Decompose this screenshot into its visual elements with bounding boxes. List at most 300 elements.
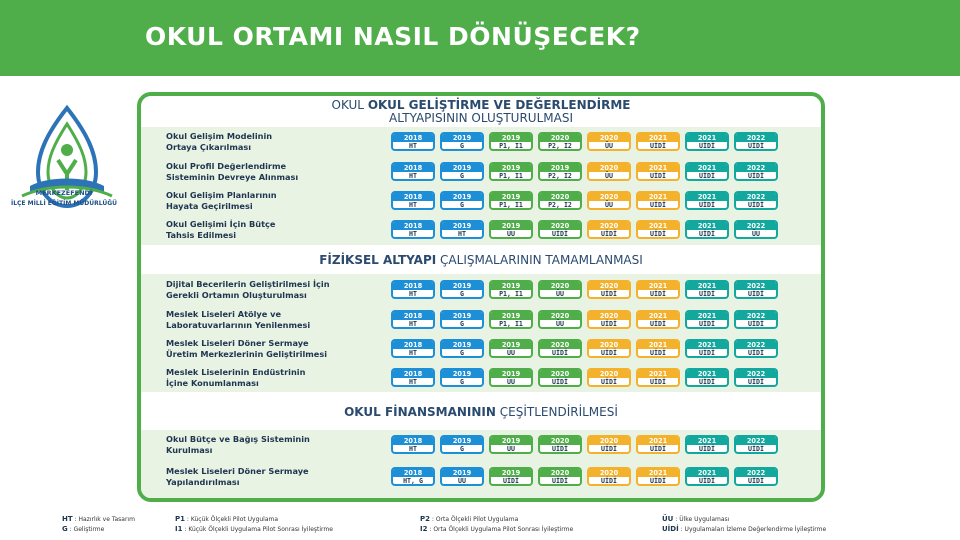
badge-year: 2021 bbox=[687, 469, 727, 477]
phase-badge bbox=[685, 162, 729, 181]
badge-year: 2021 bbox=[638, 341, 678, 349]
badge-year: 2019 bbox=[442, 370, 482, 378]
section-title: FİZİKSEL ALTYAPI ÇALIŞMALARININ TAMAMLANMASI bbox=[319, 253, 643, 267]
phase-badge bbox=[587, 467, 631, 486]
roadmap-card bbox=[137, 92, 825, 502]
phase-badge bbox=[587, 368, 631, 387]
phase-badge bbox=[587, 280, 631, 299]
row-label-line: Meslek Liseleri Döner Sermaye bbox=[166, 466, 309, 476]
row-label bbox=[166, 309, 381, 331]
legend-code: UİDİ bbox=[662, 525, 679, 533]
phase-badge bbox=[391, 310, 435, 329]
badge-year: 2020 bbox=[589, 437, 629, 445]
phase-badge bbox=[587, 132, 631, 151]
badge-year: 2022 bbox=[736, 282, 776, 290]
badge-year: 2019 bbox=[442, 341, 482, 349]
badge-year: 2019 bbox=[442, 193, 482, 201]
badge-code: UİDİ bbox=[699, 142, 715, 150]
badge-code: UİDİ bbox=[699, 445, 715, 453]
badge-year: 2018 bbox=[393, 312, 433, 320]
badge-year: 2019 bbox=[491, 312, 531, 320]
badge-code: UİDİ bbox=[601, 477, 617, 485]
phase-badge bbox=[391, 435, 435, 454]
badge-year: 2020 bbox=[589, 282, 629, 290]
badge-code: UİDİ bbox=[748, 445, 764, 453]
row-label bbox=[166, 190, 381, 212]
phase-badge bbox=[489, 467, 533, 486]
phase-badge bbox=[440, 435, 484, 454]
badge-year: 2020 bbox=[540, 370, 580, 378]
badge-year: 2018 bbox=[393, 134, 433, 142]
row-label bbox=[166, 466, 381, 488]
badge-year: 2018 bbox=[393, 370, 433, 378]
phase-badge bbox=[391, 280, 435, 299]
badge-year: 2018 bbox=[393, 437, 433, 445]
badge-year: 2020 bbox=[589, 341, 629, 349]
badge-code: UİDİ bbox=[699, 201, 715, 209]
badge-year: 2018 bbox=[393, 469, 433, 477]
badge-year: 2019 bbox=[442, 437, 482, 445]
phase-badge bbox=[636, 368, 680, 387]
badge-code: HT bbox=[458, 230, 466, 238]
legend-code: P2 bbox=[420, 515, 431, 523]
row-label-line: İçine Konumlanması bbox=[166, 378, 259, 388]
badge-code: G bbox=[460, 290, 464, 298]
badge-code: ÜU bbox=[507, 445, 515, 453]
badge-code: ÜU bbox=[605, 201, 613, 209]
phase-badge bbox=[440, 220, 484, 239]
row-label bbox=[166, 279, 381, 301]
badge-code: HT bbox=[409, 290, 417, 298]
badge-year: 2018 bbox=[393, 282, 433, 290]
badge-year: 2022 bbox=[736, 312, 776, 320]
badge-code: UİDİ bbox=[601, 230, 617, 238]
legend-text: : Ülke Uygulaması bbox=[673, 516, 730, 523]
badge-year: 2022 bbox=[736, 164, 776, 172]
badge-code: G bbox=[460, 142, 464, 150]
phase-badge bbox=[685, 368, 729, 387]
badge-year: 2019 bbox=[442, 469, 482, 477]
phase-badge bbox=[685, 467, 729, 486]
badge-year: 2019 bbox=[491, 437, 531, 445]
badge-code: P1, I1 bbox=[499, 320, 523, 328]
phase-badge bbox=[734, 435, 778, 454]
phase-badge bbox=[685, 435, 729, 454]
badge-year: 2019 bbox=[442, 134, 482, 142]
phase-badge bbox=[391, 191, 435, 210]
badge-code: G bbox=[460, 201, 464, 209]
row-label bbox=[166, 161, 381, 183]
badge-year: 2021 bbox=[638, 469, 678, 477]
badge-code: UİDİ bbox=[748, 142, 764, 150]
badge-code: UİDİ bbox=[748, 172, 764, 180]
phase-badge bbox=[440, 339, 484, 358]
badge-year: 2020 bbox=[540, 134, 580, 142]
badge-code: P2, I2 bbox=[548, 142, 572, 150]
phase-badge bbox=[440, 191, 484, 210]
badge-year: 2022 bbox=[736, 222, 776, 230]
phase-badge bbox=[440, 132, 484, 151]
badge-code: HT bbox=[409, 378, 417, 386]
badge-year: 2019 bbox=[491, 164, 531, 172]
phase-badge bbox=[489, 368, 533, 387]
badge-code: UİDİ bbox=[650, 378, 666, 386]
badge-code: UİDİ bbox=[503, 477, 519, 485]
phase-badge bbox=[685, 220, 729, 239]
badge-code: G bbox=[460, 378, 464, 386]
badge-year: 2022 bbox=[736, 134, 776, 142]
badge-code: G bbox=[460, 320, 464, 328]
badge-year: 2019 bbox=[540, 164, 580, 172]
phase-badge bbox=[587, 191, 631, 210]
badge-year: 2019 bbox=[442, 222, 482, 230]
badge-code: ÜU bbox=[507, 349, 515, 357]
badge-year: 2021 bbox=[687, 312, 727, 320]
phase-badge bbox=[734, 191, 778, 210]
phase-badge bbox=[685, 132, 729, 151]
badge-code: UİDİ bbox=[748, 349, 764, 357]
phase-badge bbox=[685, 310, 729, 329]
phase-badge bbox=[489, 220, 533, 239]
phase-badge bbox=[391, 368, 435, 387]
phase-badge bbox=[538, 280, 582, 299]
row-label-line: Meslek Liselerinin Endüstrinin bbox=[166, 367, 306, 377]
phase-badge bbox=[538, 132, 582, 151]
phase-badge bbox=[587, 162, 631, 181]
legend-item bbox=[175, 525, 333, 533]
phase-badge bbox=[685, 280, 729, 299]
legend-item bbox=[420, 525, 573, 533]
phase-badge bbox=[489, 162, 533, 181]
badge-code: HT bbox=[409, 349, 417, 357]
row-label bbox=[166, 367, 381, 389]
badge-code: UİDİ bbox=[552, 349, 568, 357]
badge-year: 2021 bbox=[638, 164, 678, 172]
badge-year: 2021 bbox=[687, 164, 727, 172]
badge-code: UİDİ bbox=[699, 349, 715, 357]
phase-badge bbox=[440, 368, 484, 387]
badge-code: UİDİ bbox=[650, 172, 666, 180]
legend-text: : Geliştirme bbox=[67, 526, 105, 533]
badge-code: UİDİ bbox=[650, 349, 666, 357]
row-label-line: Yapılandırılması bbox=[166, 477, 240, 487]
phase-badge bbox=[636, 339, 680, 358]
phase-badge bbox=[636, 435, 680, 454]
badge-code: UİDİ bbox=[699, 290, 715, 298]
phase-badge bbox=[734, 220, 778, 239]
badge-code: UİDİ bbox=[601, 290, 617, 298]
badge-year: 2019 bbox=[491, 341, 531, 349]
badge-code: P2, I2 bbox=[548, 172, 572, 180]
phase-badge bbox=[636, 220, 680, 239]
phase-badge bbox=[587, 310, 631, 329]
badge-code: UİDİ bbox=[748, 477, 764, 485]
badge-year: 2020 bbox=[540, 469, 580, 477]
phase-badge bbox=[587, 339, 631, 358]
phase-badge bbox=[538, 368, 582, 387]
legend-text: : Hazırlık ve Tasarım bbox=[72, 516, 135, 523]
badge-code: P1, I1 bbox=[499, 201, 523, 209]
phase-badge bbox=[440, 280, 484, 299]
badge-year: 2022 bbox=[736, 341, 776, 349]
badge-code: UİDİ bbox=[650, 201, 666, 209]
phase-badge bbox=[489, 132, 533, 151]
badge-code: UİDİ bbox=[748, 201, 764, 209]
section-title: OKUL OKUL GELİŞTİRME VE DEĞERLENDİRME bbox=[331, 98, 631, 112]
badge-code: P2, I2 bbox=[548, 201, 572, 209]
badge-year: 2020 bbox=[540, 341, 580, 349]
phase-badge bbox=[489, 310, 533, 329]
badge-year: 2018 bbox=[393, 164, 433, 172]
phase-badge bbox=[587, 220, 631, 239]
badge-code: P1, I1 bbox=[499, 142, 523, 150]
logo-text-line1: MERKEZEFENDİ bbox=[35, 189, 93, 197]
phase-badge bbox=[734, 339, 778, 358]
badge-year: 2021 bbox=[687, 193, 727, 201]
phase-badge bbox=[734, 368, 778, 387]
badge-year: 2018 bbox=[393, 341, 433, 349]
row-label-line: Laboratuvarlarının Yenilenmesi bbox=[166, 320, 311, 330]
phase-badge bbox=[489, 435, 533, 454]
badge-year: 2021 bbox=[687, 370, 727, 378]
badge-code: UİDİ bbox=[699, 320, 715, 328]
badge-code: UİDİ bbox=[650, 445, 666, 453]
legend-text: : Orta Ölçekli Uygulama Pilot Sonrası İyileştirme bbox=[427, 526, 574, 533]
phase-badge bbox=[489, 191, 533, 210]
legend-code: P1 bbox=[175, 515, 186, 523]
legend-code: ÜU bbox=[662, 515, 674, 523]
row-label-line: Gerekli Ortamın Oluşturulması bbox=[166, 290, 307, 300]
badge-code: ÜU bbox=[458, 477, 466, 485]
badge-year: 2020 bbox=[589, 370, 629, 378]
legend-code: G bbox=[62, 525, 68, 533]
phase-badge bbox=[636, 467, 680, 486]
badge-code: P1, I1 bbox=[499, 172, 523, 180]
badge-code: HT, G bbox=[403, 477, 423, 485]
badge-year: 2019 bbox=[442, 312, 482, 320]
badge-year: 2020 bbox=[589, 164, 629, 172]
phase-badge bbox=[440, 467, 484, 486]
badge-code: UİDİ bbox=[748, 290, 764, 298]
phase-badge bbox=[538, 467, 582, 486]
phase-badge bbox=[538, 339, 582, 358]
section-title: OKUL FİNANSMANININ ÇEŞİTLENDİRİLMESİ bbox=[344, 405, 618, 419]
badge-code: UİDİ bbox=[552, 230, 568, 238]
badge-year: 2021 bbox=[687, 282, 727, 290]
badge-code: UİDİ bbox=[601, 349, 617, 357]
legend-code: HT bbox=[62, 515, 73, 523]
badge-year: 2021 bbox=[687, 134, 727, 142]
row-label-line: Kurulması bbox=[166, 445, 213, 455]
badge-code: ÜU bbox=[605, 142, 613, 150]
row-label-line: Okul Bütçe ve Bağış Sisteminin bbox=[166, 434, 310, 444]
badge-code: G bbox=[460, 172, 464, 180]
row-label bbox=[166, 434, 381, 456]
phase-badge bbox=[391, 162, 435, 181]
badge-code: HT bbox=[409, 445, 417, 453]
row-label-line: Meslek Liseleri Atölye ve bbox=[166, 309, 282, 319]
badge-code: HT bbox=[409, 320, 417, 328]
badge-year: 2021 bbox=[638, 282, 678, 290]
badge-year: 2020 bbox=[540, 312, 580, 320]
badge-code: UİDİ bbox=[699, 230, 715, 238]
badge-code: HT bbox=[409, 230, 417, 238]
badge-code: UİDİ bbox=[748, 320, 764, 328]
badge-year: 2020 bbox=[589, 469, 629, 477]
legend-item bbox=[62, 515, 135, 523]
badge-code: UİDİ bbox=[650, 230, 666, 238]
badge-year: 2021 bbox=[687, 341, 727, 349]
badge-year: 2021 bbox=[687, 222, 727, 230]
row-label-line: Okul Gelişimi İçin Bütçe bbox=[166, 219, 276, 229]
badge-code: HT bbox=[409, 172, 417, 180]
legend-item bbox=[175, 515, 278, 523]
badge-code: HT bbox=[409, 142, 417, 150]
row-label-line: Okul Gelişim Modelinin bbox=[166, 131, 273, 141]
phase-badge bbox=[440, 310, 484, 329]
phase-badge bbox=[489, 280, 533, 299]
phase-badge bbox=[734, 467, 778, 486]
badge-year: 2019 bbox=[442, 282, 482, 290]
row-label-line: Sisteminin Devreye Alınması bbox=[166, 172, 299, 182]
badge-code: ÜU bbox=[605, 172, 613, 180]
phase-badge bbox=[734, 132, 778, 151]
badge-year: 2020 bbox=[540, 282, 580, 290]
phase-badge bbox=[734, 280, 778, 299]
phase-badge bbox=[538, 220, 582, 239]
phase-badge bbox=[636, 132, 680, 151]
badge-year: 2021 bbox=[638, 312, 678, 320]
badge-code: UİDİ bbox=[650, 477, 666, 485]
phase-badge bbox=[538, 191, 582, 210]
phase-badge bbox=[391, 220, 435, 239]
badge-code: UİDİ bbox=[552, 477, 568, 485]
badge-year: 2022 bbox=[736, 469, 776, 477]
badge-year: 2019 bbox=[491, 282, 531, 290]
legend-item bbox=[62, 525, 104, 533]
phase-badge bbox=[685, 191, 729, 210]
phase-badge bbox=[538, 310, 582, 329]
badge-year: 2020 bbox=[589, 312, 629, 320]
badge-code: P1, I1 bbox=[499, 290, 523, 298]
badge-code: UİDİ bbox=[650, 320, 666, 328]
badge-code: UİDİ bbox=[699, 378, 715, 386]
badge-code: UİDİ bbox=[601, 378, 617, 386]
row-label-line: Ortaya Çıkarılması bbox=[166, 142, 252, 152]
badge-year: 2021 bbox=[687, 437, 727, 445]
badge-code: ÜU bbox=[507, 378, 515, 386]
legend-code: I1 bbox=[175, 525, 183, 533]
section-subtitle: ALTYAPISININ OLUŞTURULMASI bbox=[389, 111, 573, 125]
badge-year: 2018 bbox=[393, 222, 433, 230]
badge-code: UİDİ bbox=[699, 477, 715, 485]
badge-code: G bbox=[460, 445, 464, 453]
badge-code: UİDİ bbox=[699, 172, 715, 180]
badge-year: 2021 bbox=[638, 193, 678, 201]
badge-code: UİDİ bbox=[748, 378, 764, 386]
badge-code: ÜU bbox=[556, 320, 564, 328]
phase-badge bbox=[538, 435, 582, 454]
badge-year: 2018 bbox=[393, 193, 433, 201]
legend-text: : Uygulamaları İzleme Değerlendirme İyileştirme bbox=[678, 526, 827, 533]
badge-year: 2021 bbox=[638, 222, 678, 230]
legend-item bbox=[662, 515, 729, 523]
phase-badge bbox=[636, 191, 680, 210]
badge-code: ÜU bbox=[507, 230, 515, 238]
badge-year: 2019 bbox=[491, 193, 531, 201]
badge-code: UİDİ bbox=[650, 290, 666, 298]
badge-year: 2022 bbox=[736, 370, 776, 378]
phase-badge bbox=[636, 162, 680, 181]
badge-year: 2020 bbox=[540, 193, 580, 201]
row-label-line: Hayata Geçirilmesi bbox=[166, 201, 253, 211]
row-label-line: Dijital Becerilerin Geliştirilmesi İçin bbox=[166, 279, 330, 289]
row-label bbox=[166, 131, 381, 153]
badge-code: UİDİ bbox=[552, 378, 568, 386]
legend-code: I2 bbox=[420, 525, 428, 533]
row-label-line: Üretim Merkezlerinin Geliştirilmesi bbox=[166, 349, 328, 359]
badge-code: HT bbox=[409, 201, 417, 209]
badge-year: 2021 bbox=[638, 370, 678, 378]
legend-text: : Orta Ölçekli Pilot Uygulama bbox=[430, 516, 519, 523]
phase-badge bbox=[636, 310, 680, 329]
row-label-line: Okul Profil Değerlendirme bbox=[166, 161, 287, 171]
row-label-line: Okul Gelişim Planlarının bbox=[166, 190, 277, 200]
phase-badge bbox=[685, 339, 729, 358]
legend-item bbox=[662, 525, 826, 533]
badge-year: 2019 bbox=[491, 370, 531, 378]
badge-year: 2022 bbox=[736, 437, 776, 445]
badge-code: UİDİ bbox=[601, 445, 617, 453]
badge-year: 2020 bbox=[589, 222, 629, 230]
badge-year: 2021 bbox=[638, 134, 678, 142]
phase-badge bbox=[440, 162, 484, 181]
phase-badge bbox=[734, 310, 778, 329]
row-label-line: Meslek Liseleri Döner Sermaye bbox=[166, 338, 309, 348]
badge-year: 2019 bbox=[491, 222, 531, 230]
badge-year: 2021 bbox=[638, 437, 678, 445]
badge-year: 2019 bbox=[491, 469, 531, 477]
badge-year: 2020 bbox=[540, 437, 580, 445]
phase-badge bbox=[587, 435, 631, 454]
badge-code: UİDİ bbox=[650, 142, 666, 150]
badge-code: UİDİ bbox=[552, 445, 568, 453]
badge-year: 2020 bbox=[540, 222, 580, 230]
badge-code: ÜU bbox=[752, 230, 760, 238]
row-label bbox=[166, 219, 381, 241]
phase-badge bbox=[734, 162, 778, 181]
badge-year: 2019 bbox=[491, 134, 531, 142]
phase-badge bbox=[391, 467, 435, 486]
legend-text: : Küçük Ölçekli Uygulama Pilot Sonrası İyileştirme bbox=[182, 526, 333, 533]
row-label-line: Tahsis Edilmesi bbox=[166, 230, 237, 240]
badge-year: 2020 bbox=[589, 193, 629, 201]
badge-code: UİDİ bbox=[601, 320, 617, 328]
phase-badge bbox=[391, 132, 435, 151]
badge-code: G bbox=[460, 349, 464, 357]
page-title: OKUL ORTAMI NASIL DÖNÜŞECEK? bbox=[145, 22, 641, 51]
legend-text: : Küçük Ölçekli Pilot Uygulama bbox=[185, 516, 279, 523]
phase-badge bbox=[636, 280, 680, 299]
legend-item bbox=[420, 515, 518, 523]
logo-text-line2: İLÇE MİLLİ EĞİTİM MÜDÜRLÜĞÜ bbox=[10, 200, 118, 207]
row-label bbox=[166, 338, 381, 360]
phase-badge bbox=[538, 162, 582, 181]
badge-year: 2019 bbox=[442, 164, 482, 172]
badge-year: 2022 bbox=[736, 193, 776, 201]
phase-badge bbox=[489, 339, 533, 358]
badge-year: 2020 bbox=[589, 134, 629, 142]
